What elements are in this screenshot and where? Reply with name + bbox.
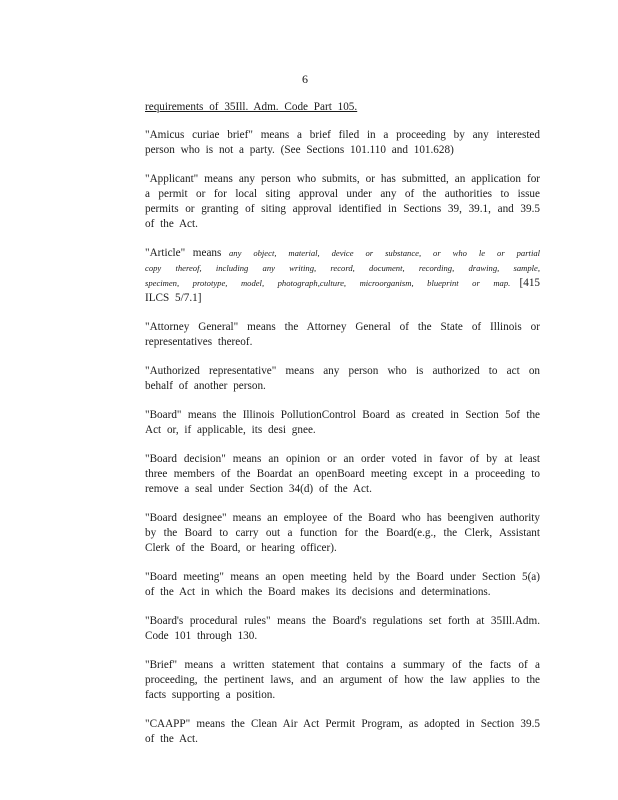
definition-applicant	[145, 172, 540, 232]
definition-board-decision	[145, 452, 540, 497]
definition-term: "Board decision"	[145, 453, 226, 465]
definition-text: means an open meeting held by the Board under Section 5(a) of the Act in which the Board makes its decisions and determinations.	[145, 571, 540, 598]
definition-term: "Board meeting"	[145, 571, 224, 583]
page-number: 6	[302, 72, 308, 86]
definition-board-designee	[145, 511, 540, 556]
definition-text: means a brief filed in a proceeding by any interested person who is not a party. (See Sections 101.110 and 101.628)	[145, 129, 540, 156]
definition-text: means	[192, 247, 222, 259]
definition-authorized-representative	[145, 364, 540, 394]
definition-board	[145, 408, 540, 438]
continued-text: requirements of 35Ill. Adm. Code Part 105.	[145, 101, 358, 113]
definition-term: "Article"	[145, 247, 186, 259]
definition-text: means an employee of the Board who has beengiven authority by the Board to carry out a function for the Board(e.g., the Clerk, Assistant Clerk of the Board, or hearing officer).	[145, 512, 541, 554]
statutory-citation: [415 ILCS 5/7.1]	[145, 277, 541, 304]
definition-text: means any person who submits, or has submitted, an application for a permit or for local siting approval under any of the authorities to issue permits or granting of siting approval identified in Sections 39, 39.1, and 39.5 of the Act.	[145, 173, 541, 230]
definition-board-meeting	[145, 570, 540, 600]
definition-term: "CAAPP"	[145, 718, 191, 730]
definition-term: "Attorney General"	[145, 321, 239, 333]
definition-text: means the Board's regulations set forth at 35Ill.Adm. Code 101 through 130.	[145, 615, 541, 642]
definition-text: means the Clean Air Act Permit Program, as adopted in Section 39.5 of the Act.	[145, 718, 541, 745]
definition-term: "Brief"	[145, 659, 178, 671]
definition-term: "Board's procedural rules"	[145, 615, 271, 627]
definition-text: means any person who is authorized to act on behalf of another person.	[145, 365, 541, 392]
definition-attorney-general	[145, 320, 540, 350]
definition-text: means a written statement that contains a summary of the facts of a proceeding, the pertinent laws, and an argument of how the law applies to the facts supporting a position.	[145, 659, 541, 701]
definition-boards-procedural-rules	[145, 614, 540, 644]
definition-term: "Applicant"	[145, 173, 199, 185]
definition-caapp	[145, 717, 540, 747]
definition-text: means the Attorney General of the State of Illinois or representatives thereof.	[145, 321, 541, 348]
statutory-definition-text: any object, material, device or substance, or who le or partial copy thereof, including any writing, record, document, recording, drawing, sample, specimen, prototype, model, photograph,culture, microorganism, blueprint or map.	[145, 248, 541, 288]
definition-term: "Board designee"	[145, 512, 227, 524]
definition-text: means the Illinois PollutionControl Board as created in Section 5of the Act or, if applicable, its desi gnee.	[145, 409, 541, 436]
definition-term: "Authorized representative"	[145, 365, 277, 377]
definition-term: "Amicus curiae brief"	[145, 129, 253, 141]
definition-brief	[145, 658, 540, 703]
definition-amicus-curiae-brief	[145, 128, 540, 158]
document-body	[145, 100, 540, 761]
definition-text: means an opinion or an order voted in favor of by at least three members of the Boardat an openBoard meeting except in a proceeding to remove a seal under Section 34(d) of the Act.	[145, 453, 540, 495]
definition-article	[145, 246, 540, 306]
definition-term: "Board"	[145, 409, 182, 421]
